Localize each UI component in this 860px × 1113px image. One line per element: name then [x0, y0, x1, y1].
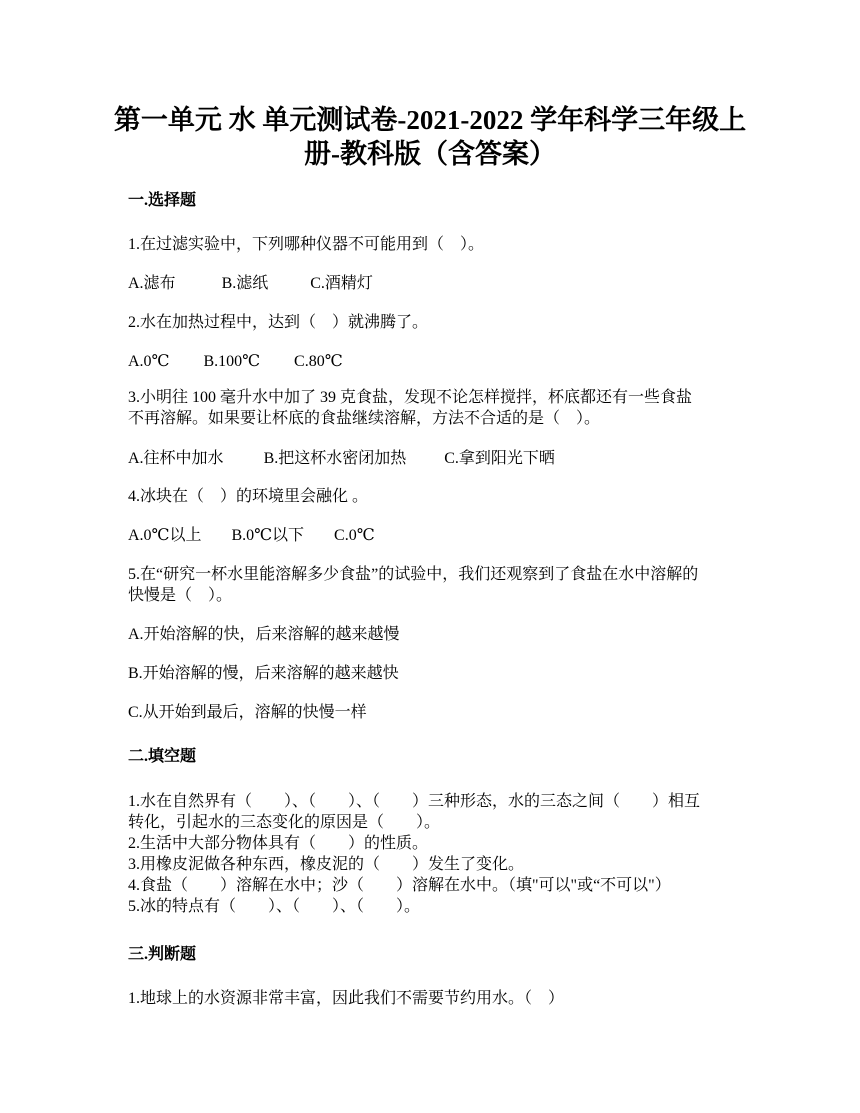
- question-2-option-c: C.80℃: [294, 353, 343, 370]
- fill-line-5: 4.食盐（ ）溶解在水中；沙（ ）溶解在水中。（填"可以"或“不可以"）: [128, 877, 671, 894]
- section-heading-judge: 三.判断题: [128, 946, 197, 963]
- question-2-option-b: B.100℃: [203, 353, 261, 370]
- question-4-option-a: A.0℃以上: [128, 527, 202, 544]
- question-3-options: [128, 449, 555, 469]
- question-1-option-a: A.滤布: [128, 275, 176, 292]
- question-4-options: [128, 526, 375, 546]
- fill-line-3: 2.生活中大部分物体具有（ ）的性质。: [128, 835, 429, 852]
- judge-question-1: 1.地球上的水资源非常丰富，因此我们不需要节约用水。（ ）: [128, 990, 565, 1007]
- question-2-options: [128, 352, 343, 372]
- section-heading-choice: 一.选择题: [128, 192, 197, 209]
- fill-line-1: 1.水在自然界有（ ）、（ ）、（ ）三种形态，水的三态之间（ ）相互: [128, 793, 701, 810]
- question-4-option-b: B.0℃以下: [231, 527, 305, 544]
- fill-line-4: 3.用橡皮泥做各种东西，橡皮泥的（ ）发生了变化。: [128, 856, 525, 873]
- question-2-option-a: A.0℃: [128, 353, 170, 370]
- question-5-option-b: B.开始溶解的慢，后来溶解的越来越快: [128, 665, 399, 682]
- page-title-line-1: 第一单元 水 单元测试卷-2021-2022 学年科学三年级上: [113, 105, 747, 135]
- question-3-text-line-2: 不再溶解。如果要让杯底的食盐继续溶解，方法不合适的是（ ）。: [128, 410, 601, 427]
- question-2-text: 2.水在加热过程中，达到（ ）就沸腾了。: [128, 314, 429, 331]
- question-5-text-line-1: 5.在“研究一杯水里能溶解多少食盐”的试验中，我们还观察到了食盐在水中溶解的: [128, 566, 699, 583]
- page-title-line-2: 册-教科版（含答案）: [304, 139, 556, 169]
- question-5-option-a: A.开始溶解的快，后来溶解的越来越慢: [128, 626, 400, 643]
- question-3-option-a: A.往杯中加水: [128, 450, 224, 467]
- question-5-text-line-2: 快慢是（ ）。: [128, 587, 233, 604]
- fill-line-6: 5.冰的特点有（ ）、（ ）、（ ）。: [128, 898, 421, 915]
- question-4-option-c: C.0℃: [334, 527, 375, 544]
- question-5-option-c: C.从开始到最后，溶解的快慢一样: [128, 704, 367, 721]
- question-4-text: 4.冰块在（ ）的环境里会融化 。: [128, 488, 369, 505]
- question-1-option-c: C.酒精灯: [310, 275, 373, 292]
- question-1-options: [128, 274, 373, 294]
- question-1-text: 1.在过滤实验中，下列哪种仪器不可能用到（ ）。: [128, 236, 485, 253]
- question-3-text-line-1: 3.小明往 100 毫升水中加了 39 克食盐，发现不论怎样搅拌，杯底都还有一些食盐: [128, 389, 693, 406]
- fill-line-2: 转化，引起水的三态变化的原因是（ ）。: [128, 814, 441, 831]
- question-3-option-b: B.把这杯水密闭加热: [263, 450, 407, 467]
- section-heading-fill: 二.填空题: [128, 748, 197, 765]
- question-1-option-b: B.滤纸: [221, 275, 269, 292]
- question-3-option-c: C.拿到阳光下晒: [444, 450, 555, 467]
